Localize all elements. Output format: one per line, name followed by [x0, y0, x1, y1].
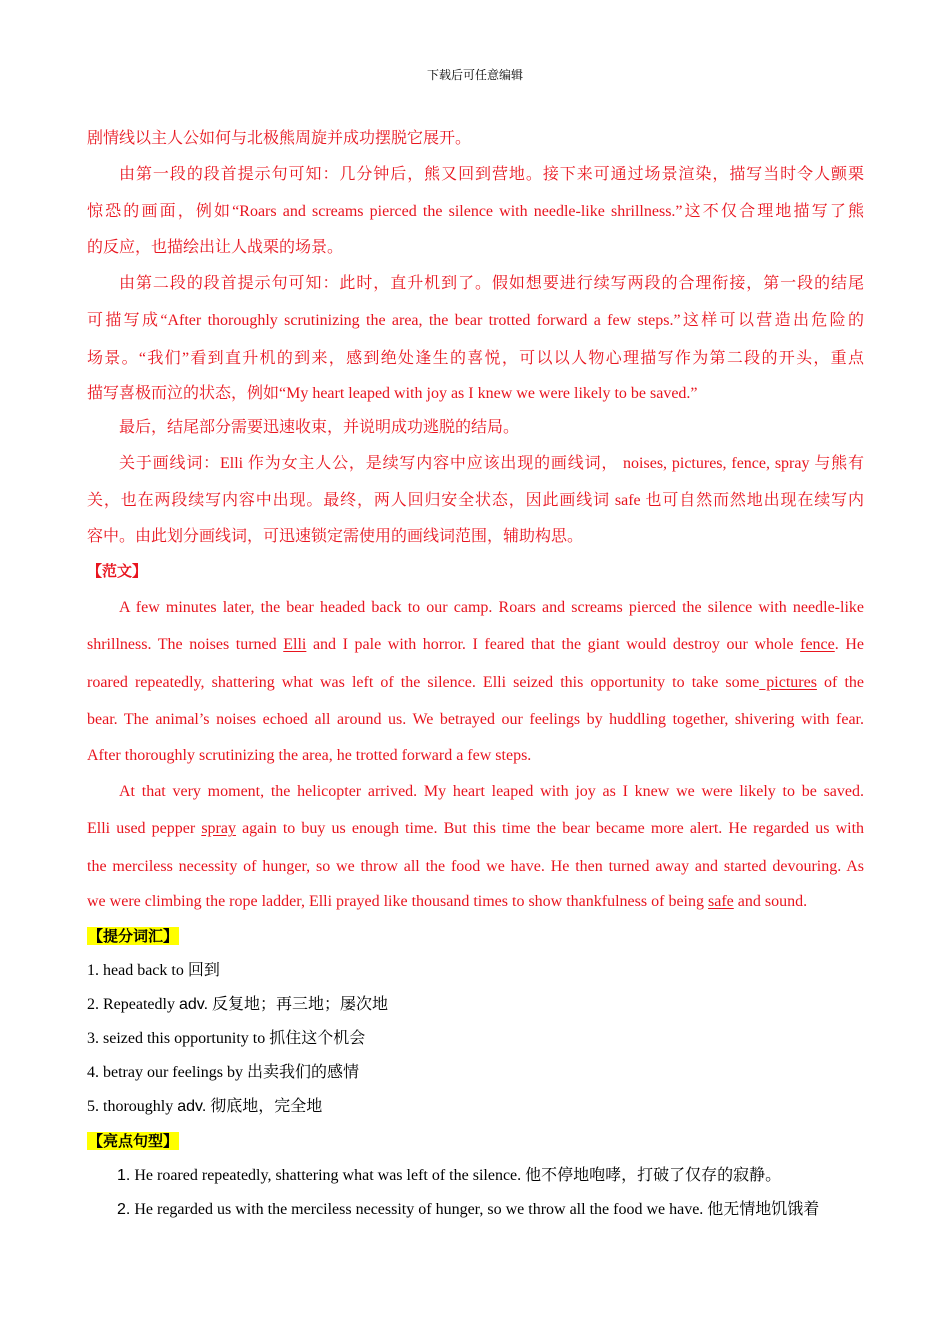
analysis-line: 容中。由此划分画线词，可迅速锁定需使用的画线词范围，辅助构思。: [87, 527, 584, 545]
essay-line: Elli used pepper spray again to buy us enough time. But this time the bear became more alert. He regarded us with: [87, 820, 865, 838]
vocab-item: 5. thoroughly adv. 彻底地，完全地: [87, 1098, 323, 1116]
analysis-line: 场景。“我们”看到直升机的到来，感到绝处逢生的喜悦，可以以人物心理描写作为第二段的开头，重点: [87, 349, 864, 367]
sentences-heading: 【亮点句型】: [88, 1132, 179, 1151]
analysis-line: 由第二段的段首提示句可知：此时，直升机到了。假如想要进行续写两段的合理衔接，第一段的结尾: [119, 274, 864, 292]
essay-line: After thoroughly scrutinizing the area, he trotted forward a few steps.: [87, 746, 532, 764]
analysis-para-2: [87, 265, 864, 411]
analysis-section: [87, 122, 864, 554]
analysis-line: 由第一段的段首提示句可知：几分钟后，熊又回到营地。接下来可通过场景渲染，描写当时令人颤栗: [119, 166, 864, 183]
underlined-word-spray: spray: [201, 820, 236, 838]
analysis-para-3: 最后，结尾部分需要迅速收束，并说明成功逃脱的结局。: [119, 419, 520, 437]
essay-line: the merciless necessity of hunger, so we throw all the food we have. He then turned away and started devouring. As: [87, 857, 864, 875]
sentence-item: 2. He regarded us with the merciless necessity of hunger, so we throw all the food we have. 他无情地饥饿着: [117, 1201, 820, 1219]
underlined-word-pictures: pictures: [759, 673, 817, 691]
essay-paragraph-1: [87, 589, 864, 773]
essay-paragraph-2: [87, 773, 864, 920]
vocab-heading: 【提分词汇】: [88, 927, 179, 946]
analysis-line: 关于画线词：Elli 作为女主人公，是续写内容中应该出现的画线词， noises, pictures, fence, spray 与熊有: [119, 455, 864, 473]
sentences-section: [87, 1124, 864, 1227]
essay-line: A few minutes later, the bear headed back to our camp. Roars and screams pierced the silence with needle-like: [119, 598, 864, 616]
underlined-word-fence: fence: [800, 636, 835, 654]
vocab-item: 4. betray our feelings by 出卖我们的感情: [87, 1064, 359, 1082]
analysis-line: 惊恐的画面，例如“Roars and screams pierced the silence with needle-like shrillness.”这不仅合理地描写了熊: [87, 203, 864, 221]
analysis-para-0: 剧情线以主人公如何与北极熊周旋并成功摆脱它展开。: [87, 130, 472, 147]
document-content: [87, 122, 864, 1227]
page-header: 下载后可任意编辑: [426, 68, 523, 82]
vocab-item: 1. head back to 回到: [87, 962, 220, 980]
model-essay-section: [87, 554, 864, 920]
model-essay-heading: 【范文】: [87, 561, 148, 580]
analysis-para-1: [87, 156, 864, 265]
essay-line: bear. The animal’s noises echoed all around us. We betrayed our feelings by huddling together, shivering with fear.: [87, 711, 864, 729]
vocab-item: 2. Repeatedly adv. 反复地；再三地；屡次地: [87, 996, 389, 1014]
analysis-line: 的反应，也描绘出让人战栗的场景。: [87, 238, 344, 256]
analysis-para-4: [87, 445, 864, 554]
analysis-line: 关，也在两段续写内容中出现。最终，两人回归安全状态，因此画线词 safe 也可自然而然地出现在续写内: [87, 492, 864, 510]
underlined-word-safe: safe: [707, 893, 734, 911]
analysis-line: 可描写成“After thoroughly scrutinizing the area, the bear trotted forward a few steps.”这样可以营造出危险的: [87, 312, 864, 330]
essay-line: shrillness. The noises turned Elli and I pale with horror. I feared that the giant would destroy our whole fence. He: [87, 636, 865, 654]
vocab-item: 3. seized this opportunity to 抓住这个机会: [87, 1030, 366, 1048]
analysis-line: 描写喜极而泣的状态，例如“My heart leaped with joy as I knew we were likely to be saved.”: [87, 385, 698, 403]
essay-line: At that very moment, the helicopter arrived. My heart leaped with joy as I knew we were likely to be saved.: [119, 782, 864, 800]
underlined-word-elli: Elli: [283, 636, 307, 654]
essay-line: roared repeatedly, shattering what was left of the silence. Elli seized this opportunity to take some pictures of the: [87, 673, 865, 691]
essay-line: we were climbing the rope ladder, Elli prayed like thousand times to show thankfulness of being safe and sound.: [87, 893, 808, 911]
vocab-section: [87, 919, 864, 1124]
sentence-item: 1. He roared repeatedly, shattering what was left of the silence. 他不停地咆哮，打破了仅存的寂静。: [117, 1167, 782, 1185]
